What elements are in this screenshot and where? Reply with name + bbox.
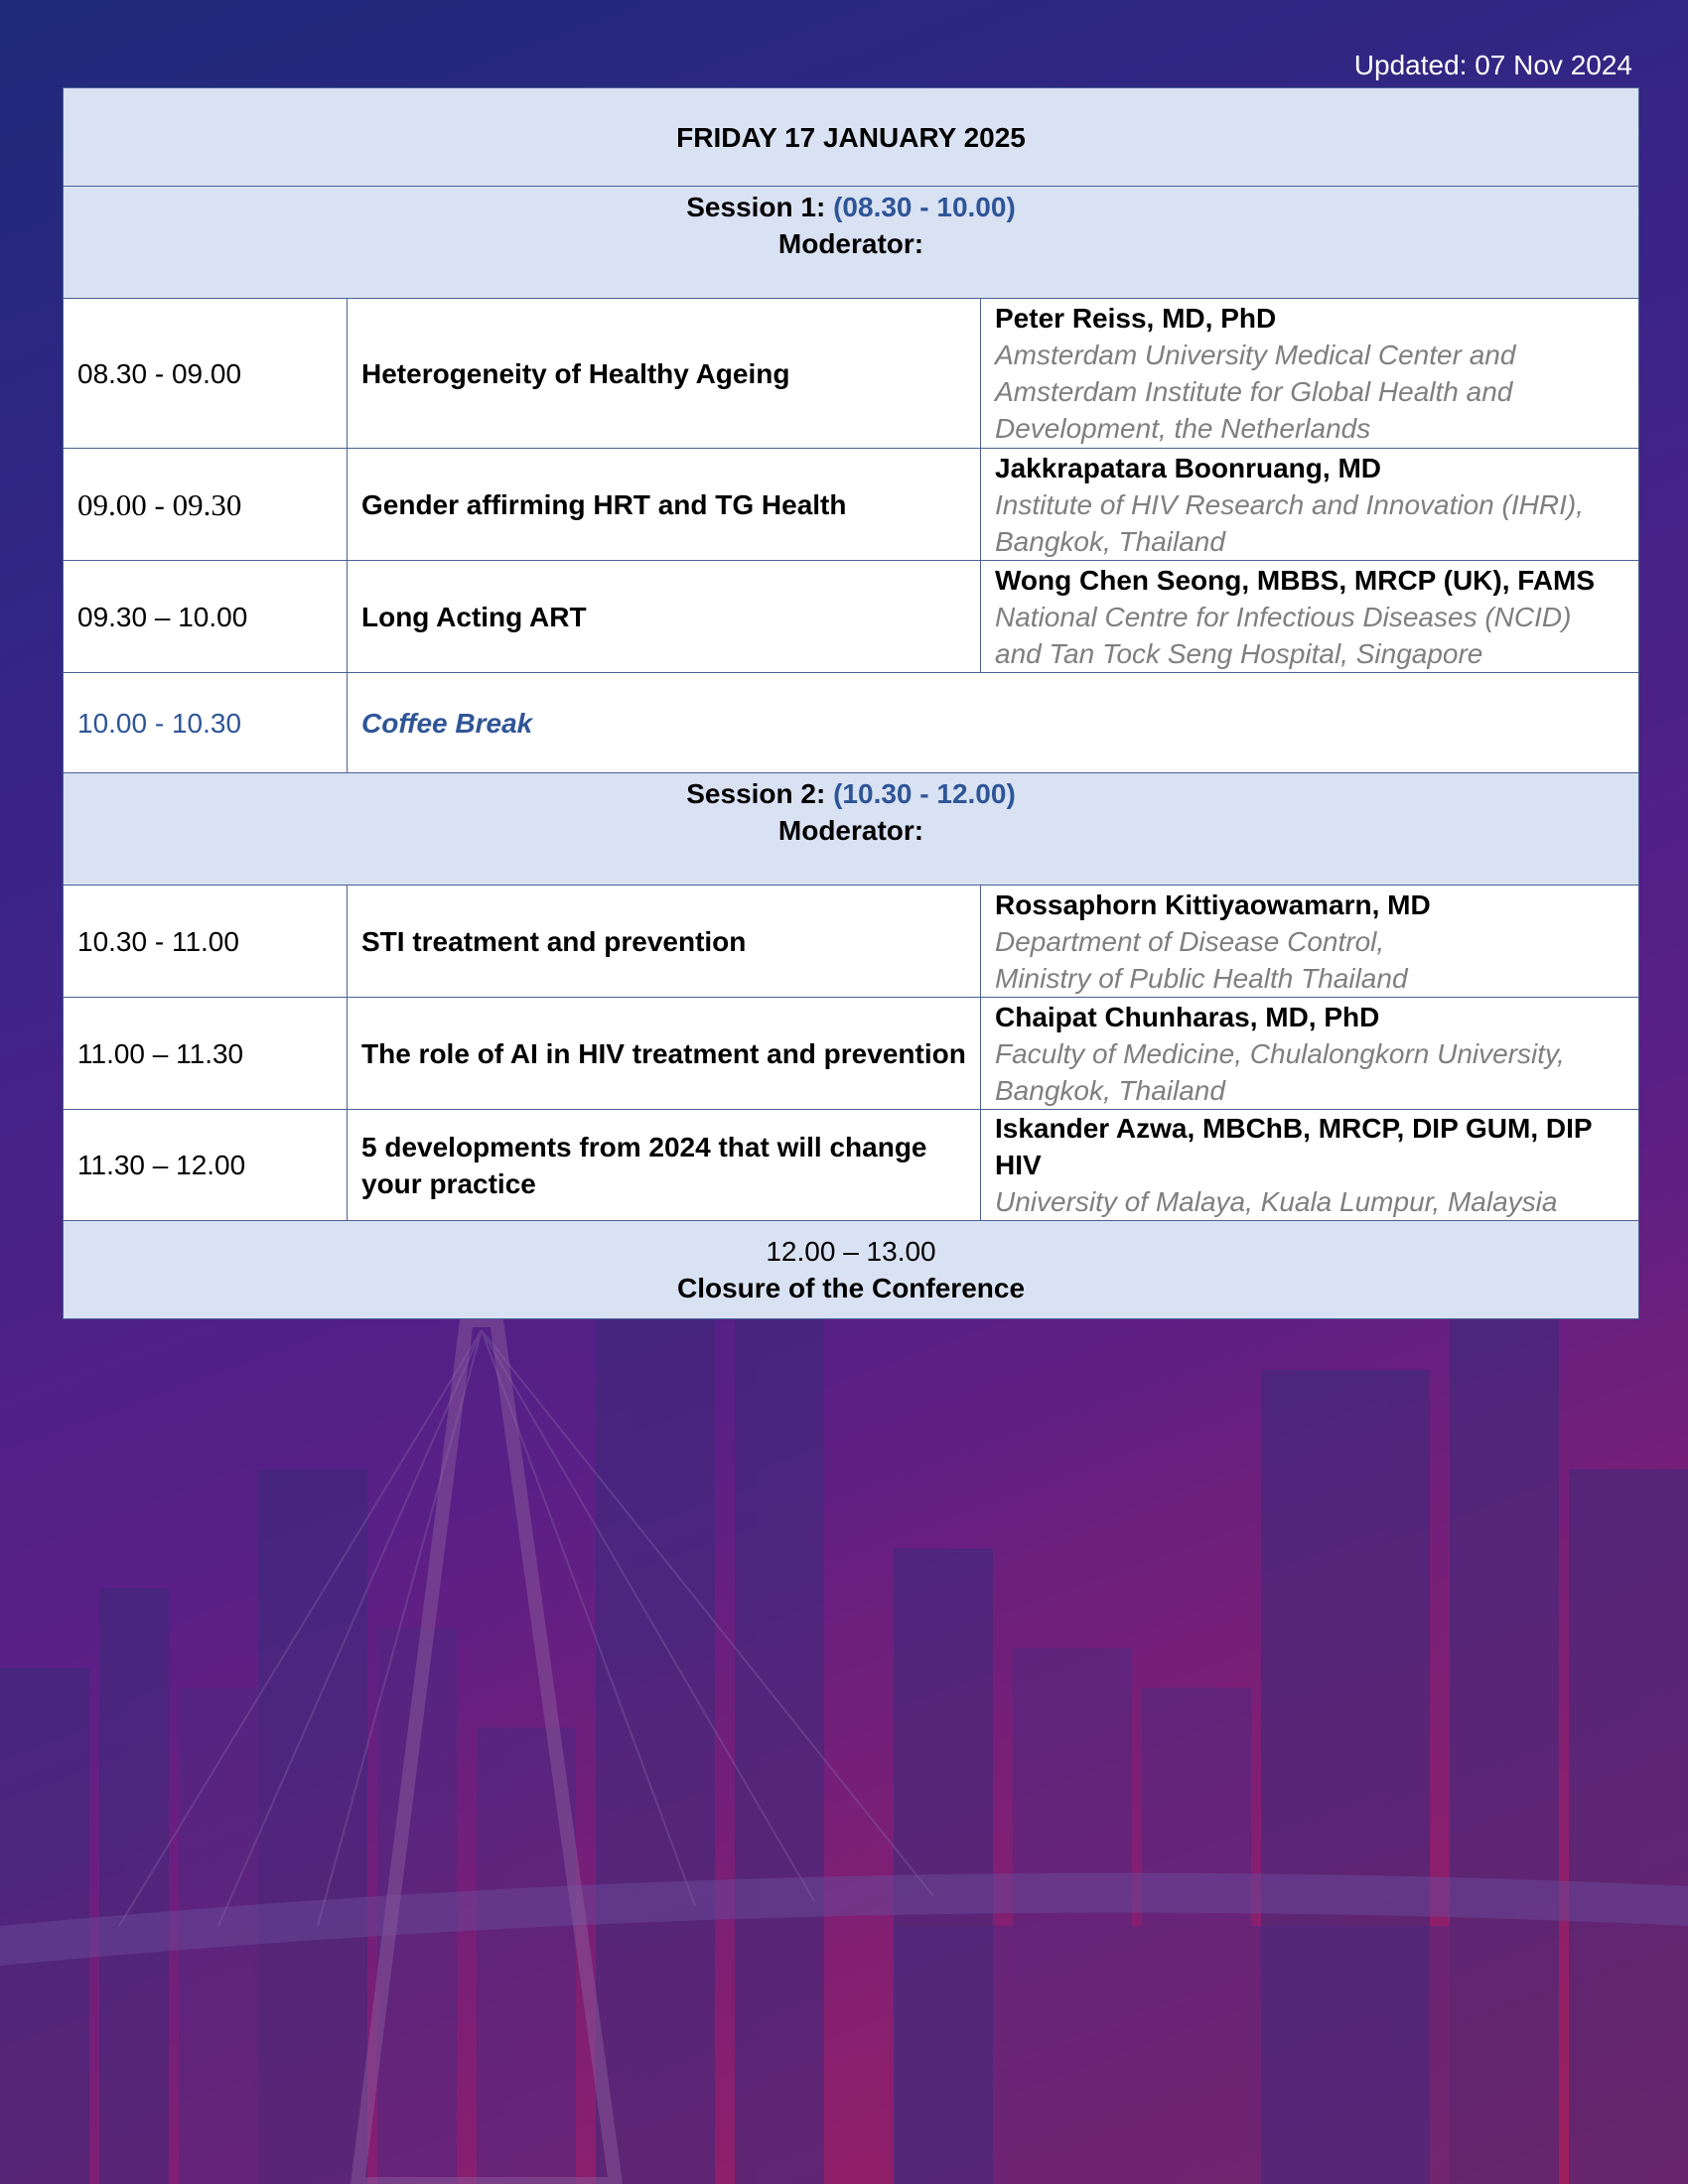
talk-speaker-cell (981, 299, 1639, 449)
speaker-affiliation-line-1: Department of Disease Control, (995, 925, 1385, 957)
talk-time: 09.00 - 09.30 (64, 449, 348, 561)
speaker-name: Wong Chen Seong, MBBS, MRCP (UK), FAMS (995, 564, 1596, 596)
speaker-affiliation: Institute of HIV Research and Innovation (IHRI), Bangkok, Thailand (995, 488, 1584, 557)
agenda-table (63, 87, 1639, 1319)
session-1-header-row (64, 187, 1639, 299)
coffee-break-title: Coffee Break (348, 673, 1639, 773)
talk-speaker-cell (981, 886, 1639, 998)
city-skyline-background (0, 1171, 1688, 2184)
talk-time: 11.30 – 12.00 (64, 1110, 348, 1221)
talk-time: 10.30 - 11.00 (64, 886, 348, 998)
coffee-break-time: 10.00 - 10.30 (64, 673, 348, 773)
day-header-row (64, 88, 1639, 187)
session-2-moderator: Moderator: (777, 815, 924, 846)
session-2-time: (10.30 - 12.00) (833, 778, 1016, 809)
session-2-header-row (64, 773, 1639, 886)
talk-speaker-cell (981, 561, 1639, 673)
session-1-header (64, 187, 1639, 299)
table-row (64, 998, 1639, 1110)
closing-time: 12.00 – 13.00 (766, 1236, 936, 1267)
speaker-name: Chaipat Chunharas, MD, PhD (995, 1001, 1380, 1032)
speaker-affiliation: Amsterdam University Medical Center and Amsterdam Institute for Global Health and Development, the Netherlands (995, 340, 1516, 444)
table-row (64, 299, 1639, 449)
session-2-label: Session 2: (686, 778, 826, 809)
talk-title: Long Acting ART (348, 561, 981, 673)
speaker-name: Peter Reiss, MD, PhD (995, 303, 1277, 334)
speaker-name: Iskander Azwa, MBChB, MRCP, DIP GUM, DIP HIV (995, 1113, 1593, 1180)
day-title: FRIDAY 17 JANUARY 2025 (64, 88, 1639, 187)
speaker-affiliation-line-2: Ministry of Public Health Thailand (995, 962, 1408, 994)
speaker-affiliation: University of Malaya, Kuala Lumpur, Malaysia (995, 1186, 1558, 1217)
coffee-break-row (64, 673, 1639, 773)
talk-title: The role of AI in HIV treatment and prevention (348, 998, 981, 1110)
table-row (64, 886, 1639, 998)
closing-title: Closure of the Conference (676, 1273, 1026, 1303)
talk-title: Heterogeneity of Healthy Ageing (348, 299, 981, 449)
talk-title: Gender affirming HRT and TG Health (348, 449, 981, 561)
talk-speaker-cell (981, 1110, 1639, 1221)
table-row (64, 449, 1639, 561)
speaker-name: Jakkrapatara Boonruang, MD (995, 452, 1381, 483)
talk-time: 08.30 - 09.00 (64, 299, 348, 449)
session-2-header (64, 773, 1639, 886)
session-1-time: (08.30 - 10.00) (833, 192, 1016, 222)
updated-date: Updated: 07 Nov 2024 (1353, 50, 1632, 80)
table-row (64, 561, 1639, 673)
table-row (64, 1110, 1639, 1221)
talk-time: 09.30 – 10.00 (64, 561, 348, 673)
talk-title: 5 developments from 2024 that will change your practice (348, 1110, 981, 1221)
speaker-affiliation: National Centre for Infectious Diseases (NCID) and Tan Tock Seng Hospital, Singapore (995, 601, 1572, 669)
talk-time: 11.00 – 11.30 (64, 998, 348, 1110)
talk-speaker-cell (981, 449, 1639, 561)
talk-title: STI treatment and prevention (348, 886, 981, 998)
closing-row (64, 1221, 1639, 1319)
speaker-name: Rossaphorn Kittiyaowamarn, MD (995, 888, 1431, 920)
speaker-affiliation: Faculty of Medicine, Chulalongkorn University, Bangkok, Thailand (995, 1037, 1565, 1106)
talk-speaker-cell (981, 998, 1639, 1110)
session-1-moderator: Moderator: (777, 228, 924, 259)
closing-cell (64, 1221, 1639, 1319)
session-1-label: Session 1: (686, 192, 826, 222)
